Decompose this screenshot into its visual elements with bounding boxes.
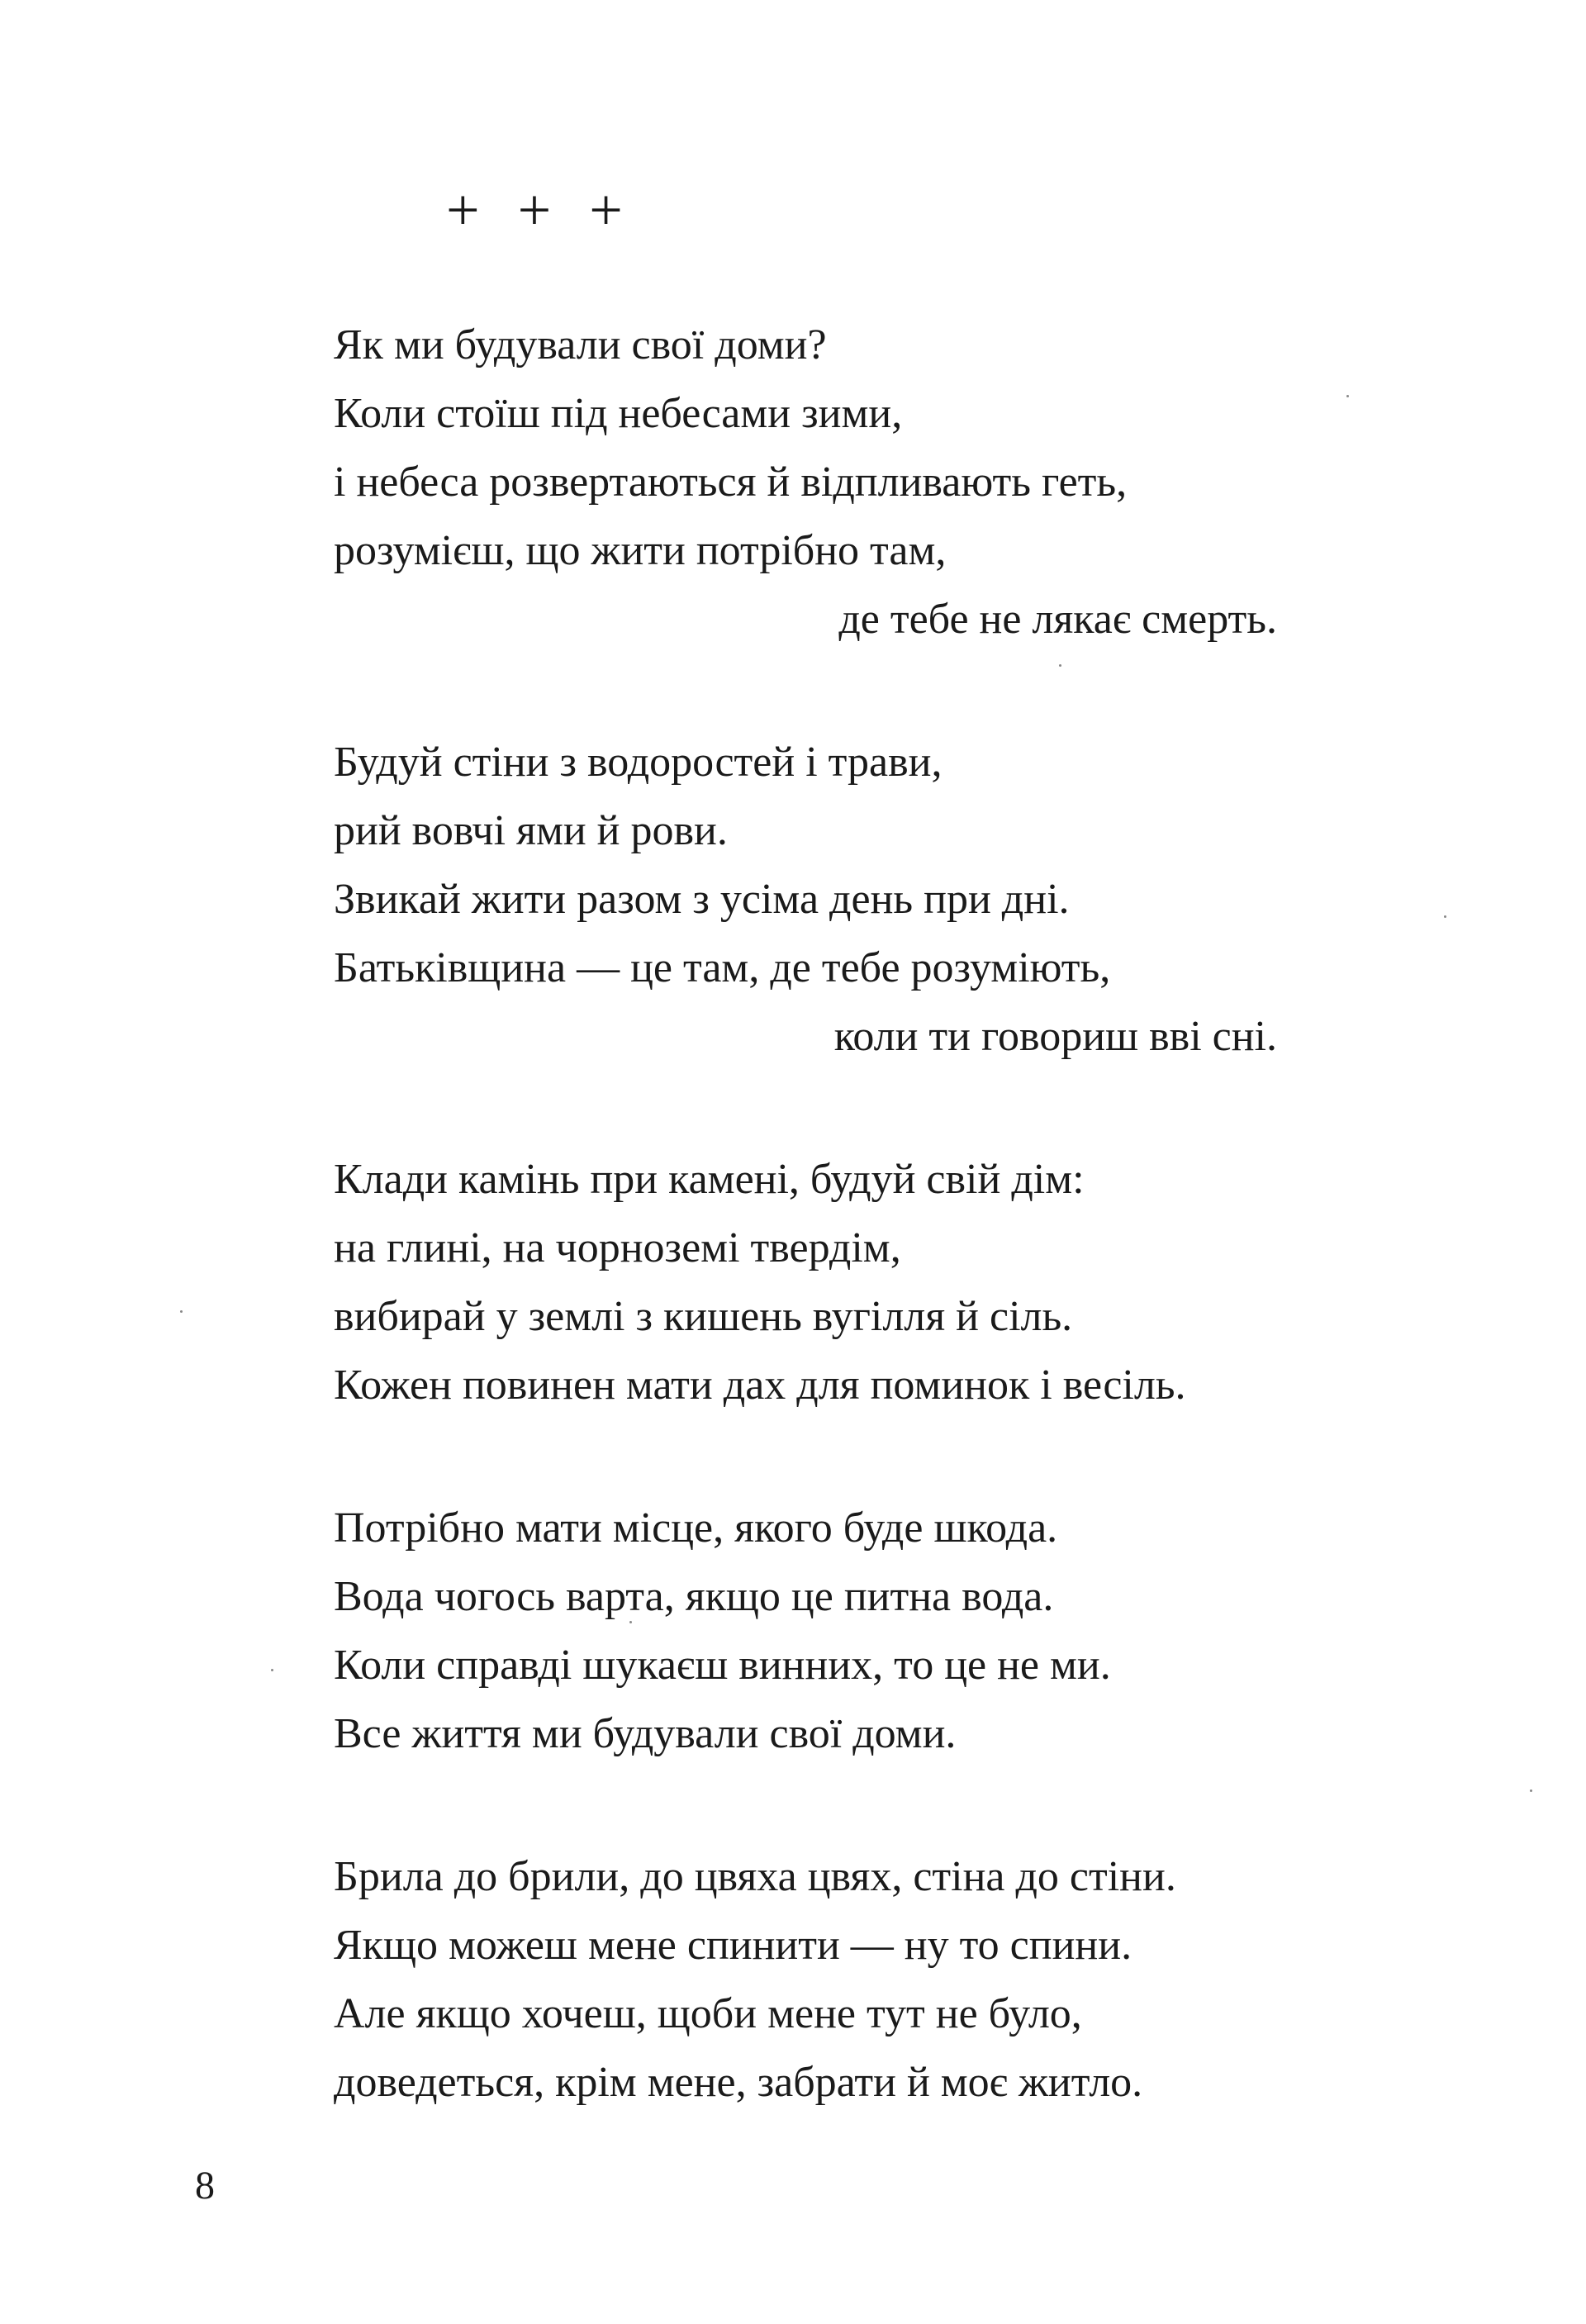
poem-line: Батьківщина — це там, де тебе розуміють, (334, 944, 1111, 991)
poem-line: Кожен повинен мати дах для поминок і весіль. (334, 1362, 1186, 1409)
poem-line: Потрібно мати місце, якого буде шкода. (334, 1504, 1058, 1552)
scan-speck (1444, 915, 1446, 918)
section-ornament: + + + (446, 177, 634, 243)
scan-speck (271, 1669, 273, 1671)
poem-line-indented: де тебе не лякає смерть. (838, 596, 1277, 643)
poem-line: Як ми будували свої доми? (334, 321, 827, 368)
poem-line: Якщо можеш мене спинити — ну то спини. (334, 1922, 1133, 1969)
poem-line-indented: коли ти говориш вві сні. (833, 1013, 1277, 1060)
stanza-5 (334, 1842, 1292, 2117)
page-number: 8 (195, 2164, 215, 2208)
scan-speck (1530, 1789, 1532, 1792)
stanza-1 (334, 311, 1292, 653)
poem-line: Будуй стіни з водоростей і трави, (334, 739, 943, 786)
scan-speck (1059, 664, 1061, 667)
poem-line: доведеться, крім мене, забрати й моє житло. (334, 2059, 1143, 2106)
poem-line: Все життя ми будували свої доми. (334, 1710, 957, 1757)
scan-speck (1346, 395, 1349, 397)
poem-line: Звикай жити разом з усіма день при дні. (334, 876, 1070, 923)
scan-speck (180, 1310, 183, 1313)
poem-line: розумієш, що жити потрібно там, (334, 527, 947, 574)
stanza-2 (334, 728, 1292, 1071)
scan-speck (629, 1621, 632, 1623)
poem-line: Але якщо хочеш, щоби мене тут не було, (334, 1990, 1082, 2037)
poem-line: Вода чогось варта, якщо це питна вода. (334, 1573, 1054, 1620)
stanza-4 (334, 1494, 1292, 1768)
poem (334, 311, 1292, 2191)
poem-line: рий вовчі ями й рови. (334, 807, 728, 854)
poem-line: Клади камінь при камені, будуй свій дім: (334, 1156, 1085, 1203)
poem-line: на глині, на чорноземі твердім, (334, 1224, 901, 1271)
poem-line: і небеса розвертаються й відпливають геть, (334, 459, 1128, 506)
poem-line: Коли справді шукаєш винних, то це не ми. (334, 1642, 1111, 1689)
poem-line: Коли стоїш під небесами зими, (334, 390, 903, 437)
stanza-3 (334, 1145, 1292, 1419)
poem-line: вибирай у землі з кишень вугілля й сіль. (334, 1293, 1073, 1340)
poem-line: Брила до брили, до цвяха цвях, стіна до стіни. (334, 1853, 1176, 1900)
